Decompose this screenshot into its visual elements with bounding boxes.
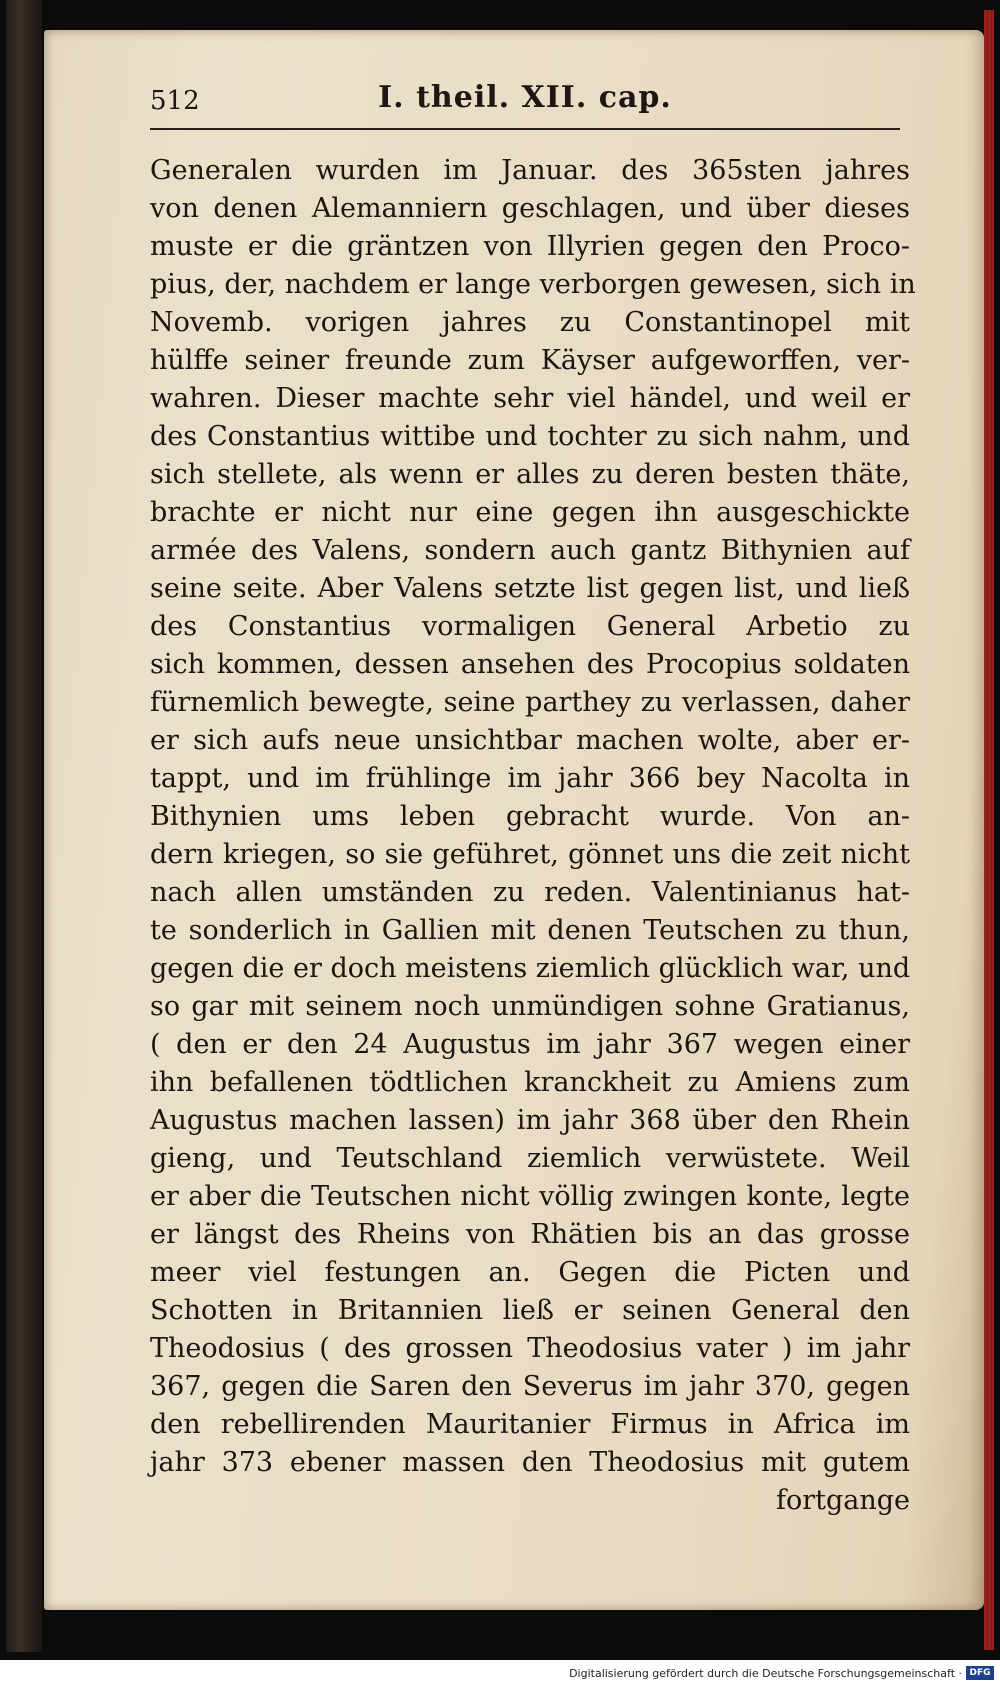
catchword: fortgange: [775, 1485, 910, 1516]
text-line: Augustus machen lassen) im jahr 368 über den Rhein: [150, 1105, 910, 1136]
text-line: te sonderlich in Gallien mit denen Teutschen zu thun,: [150, 915, 910, 946]
red-fore-edge: [984, 10, 994, 1650]
text-line: Schotten in Britannien ließ er seinen General den: [150, 1295, 910, 1326]
footer-credit: Digitalisierung gefördert durch die Deutsche Forschungsgemeinschaft ·: [569, 1667, 962, 1680]
text-line: dern kriegen, so sie geführet, gönnet uns die zeit nicht: [150, 839, 910, 870]
text-line: brachte er nicht nur eine gegen ihn ausgeschickte: [150, 497, 910, 528]
text-line: seine seite. Aber Valens setzte list gegen list, und ließ: [150, 573, 910, 604]
text-line: Bithynien ums leben gebracht wurde. Von an-: [150, 801, 910, 832]
text-line: er sich aufs neue unsichtbar machen wolte, aber er-: [150, 725, 910, 756]
text-line: muste er die gräntzen von Illyrien gegen den Proco-: [150, 231, 910, 262]
text-line: meer viel festungen an. Gegen die Picten und: [150, 1257, 910, 1288]
digitization-footer: [0, 1664, 1000, 1687]
page-header: [150, 80, 900, 130]
text-line: Generalen wurden im Januar. des 365sten jahres: [150, 155, 910, 186]
text-line: fürnemlich bewegte, seine parthey zu verlassen, daher: [150, 687, 910, 718]
text-line: von denen Alemanniern geschlagen, und über dieses: [150, 193, 910, 224]
text-line: jahr 373 ebener massen den Theodosius mit gutem: [150, 1447, 910, 1478]
text-line: gegen die er doch meistens ziemlich glücklich war, und: [150, 953, 911, 984]
text-line: ihn befallenen tödtlichen kranckheit zu Amiens zum: [150, 1067, 910, 1098]
text-line: sich kommen, dessen ansehen des Procopius soldaten: [150, 649, 910, 680]
text-line: ( den er den 24 Augustus im jahr 367 wegen einer: [150, 1029, 910, 1060]
text-line: Theodosius ( des grossen Theodosius vater ) im jahr: [150, 1333, 910, 1364]
text-line: wahren. Dieser machte sehr viel händel, und weil er: [150, 383, 910, 414]
text-line: Novemb. vorigen jahres zu Constantinopel mit: [150, 307, 910, 338]
text-line: so gar mit seinem noch unmündigen sohne Gratianus,: [150, 991, 910, 1022]
text-line: gieng, und Teutschland ziemlich verwüstete. Weil: [150, 1143, 910, 1174]
text-line: den rebellirenden Mauritanier Firmus in Africa im: [150, 1409, 910, 1440]
page-number: 512: [150, 86, 200, 116]
header-rule: [150, 128, 900, 130]
text-line: er aber die Teutschen nicht völlig zwingen konte, legte: [150, 1181, 910, 1212]
book-cover-edge: [6, 0, 42, 1652]
dfg-logo-icon: DFG: [966, 1666, 994, 1680]
text-line: des Constantius wittibe und tochter zu sich nahm, und: [150, 421, 910, 452]
text-line: nach allen umständen zu reden. Valentinianus hat-: [150, 877, 910, 908]
text-line: er längst des Rheins von Rhätien bis an das grosse: [150, 1219, 910, 1250]
text-line: sich stellete, als wenn er alles zu deren besten thäte,: [150, 459, 910, 490]
body-text: [150, 152, 916, 1520]
text-line: pius, der, nachdem er lange verborgen gewesen, sich in: [150, 269, 916, 300]
text-line: tappt, und im frühlinge im jahr 366 bey Nacolta in: [150, 763, 910, 794]
text-line: armée des Valens, sondern auch gantz Bithynien auf: [150, 535, 910, 566]
text-line: 367, gegen die Saren den Severus im jahr 370, gegen: [150, 1371, 910, 1402]
text-line: des Constantius vormaligen General Arbetio zu: [150, 611, 910, 642]
running-head: I. theil. XII. cap.: [378, 80, 672, 115]
text-line: hülffe seiner freunde zum Käyser aufgeworffen, ver-: [150, 345, 910, 376]
